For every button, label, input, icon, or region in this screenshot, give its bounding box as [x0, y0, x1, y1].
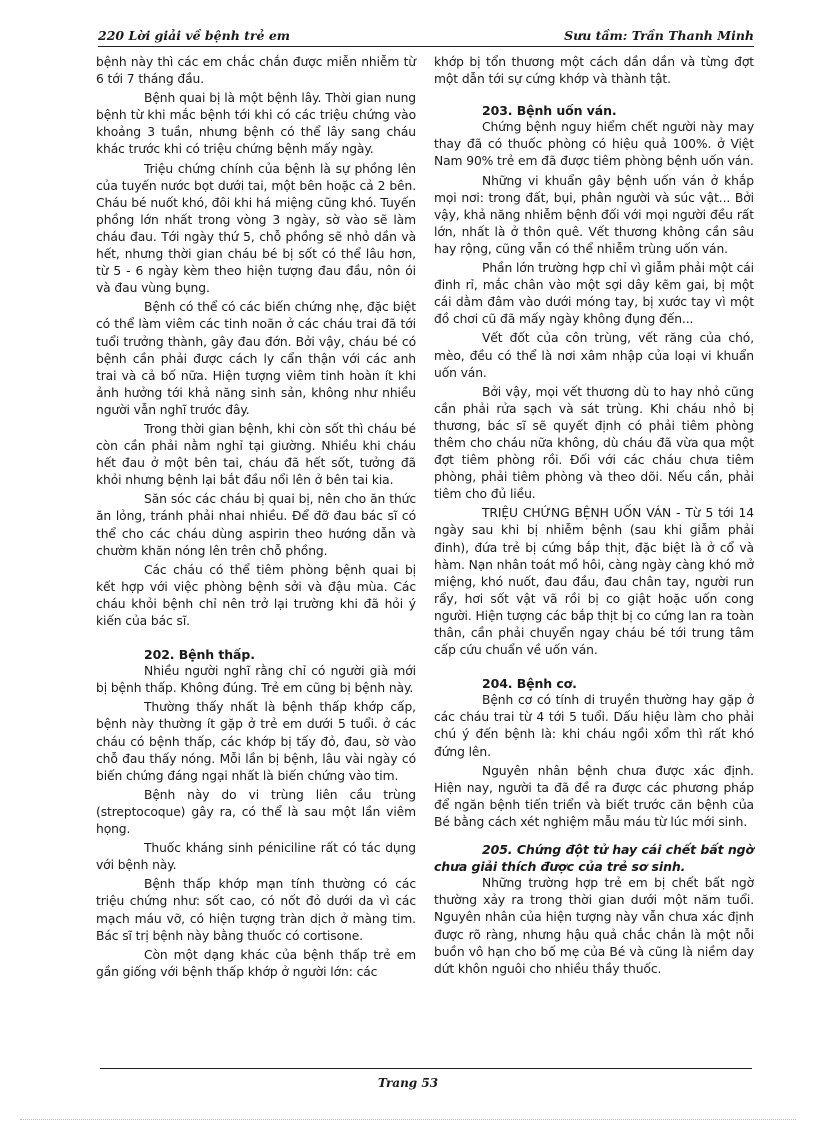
page-header — [98, 26, 754, 47]
paragraph: Triệu chứng chính của bệnh là sự phồng lên của tuyến nước bọt dưới tai, một bên hoặc cả 2 bên. Cháu bé nuốt khó, đôi khi há miệng cũng khó. Tuyến phồng lớn nhất trong vòng 3 ngày, sờ vào sẽ làm cháu đau. Tới ngày thứ 5, chỗ phồng sẽ nhỏ dần và hết, nhưng thời gian cháu bé bị sốt có thể lâu hơn, từ 5 - 6 ngày kèm theo hiện tượng đau đầu, nôn ói và đau vùng bụng. — [96, 161, 416, 296]
page-edge-dots — [20, 1119, 796, 1122]
paragraph: Còn một dạng khác của bệnh thấp trẻ em gần giống với bệnh thấp khớp ở người lớn: các — [96, 947, 416, 979]
paragraph: Những vi khuẩn gây bệnh uốn ván ở khắp mọi nơi: trong đất, bụi, phân người và súc vật... Bởi vậy, khả năng nhiễm bệnh đối với mọi người đều rất lớn, nhất là ở thôn quê. Vết thương không cần sâu hay rộng, cũng vẫn có thể nhiễm trùng uốn ván. — [434, 173, 754, 256]
left-column — [96, 54, 416, 983]
paragraph: Bệnh này do vi trùng liên cầu trùng (streptocoque) gây ra, có thể là sau một lần viêm họng. — [96, 787, 416, 837]
paragraph: Vết đốt của côn trùng, vết răng của chó, mèo, đều có thể là nơi xâm nhập của loại vi khuẩn uốn ván. — [434, 331, 754, 380]
page-number: Trang 53 — [377, 1076, 439, 1090]
paragraph: Bệnh quai bị là một bệnh lây. Thời gian nung bệnh từ khi mắc bệnh tới khi có các triệu chứng vào khoảng 3 tuần, nhưng bệnh có thể lây sang cháu khác trước khi có triệu chứng bệnh mấy ngày. — [96, 91, 416, 157]
section-heading: 203. Bệnh uốn ván. — [482, 103, 617, 119]
paragraph: Bệnh cơ có tính di truyền thường hay gặp ở các cháu trai từ 4 tới 5 tuổi. Dấu hiệu làm cho phải chú ý đến bệnh là: khi cháu ngồi xổm thì rất khó đứng lên. — [434, 693, 754, 759]
paragraph: Săn sóc các cháu bị quai bị, nên cho ăn thức ăn lỏng, tránh phải nhai nhiều. Để đỡ đau bác sĩ có thể cho các cháu dùng aspirin theo hướng dẫn và chườm khăn nóng lên trên chỗ phồng. — [96, 492, 416, 558]
paragraph: khớp bị tổn thương một cách dần dần và từng đợt một dẫn tới sự cứng khớp và thành tật. — [434, 55, 754, 87]
paragraph: TRIỆU CHỨNG BỆNH UỐN VÁN - Từ 5 tới 14 ngày sau khi bị nhiễm bệnh (sau khi giẫm phải đinh), đứa trẻ bị cứng bắp thịt, đặc biệt là ở cổ và hàm. Nạn nhân toát mồ hôi, càng ngày càng khó mở miệng, khó nuốt, đau đầu, đau chân tay, người run rẩy, hơi sốt vật vã rồi bị co giật hoặc uốn cong người. Hiện tượng các bắp thịt bị co cứng lan ra toàn thân, cần phải chuyển ngay cháu bé tới trung tâm cấp cứu chuẩn về uốn ván. — [434, 506, 754, 658]
paragraph: Nhiều người nghĩ rằng chỉ có người già mới bị bệnh thấp. Không đúng. Trẻ em cũng bị bệnh này. — [96, 664, 416, 696]
paragraph: bệnh này thì các em chắc chắn được miễn nhiễm từ 6 tới 7 tháng đầu. — [96, 55, 416, 87]
right-column — [434, 54, 754, 980]
paragraph: Bệnh thấp khớp mạn tính thường có các triệu chứng như: sốt cao, có nốt đỏ dưới da vì các mạch máu vỡ, có hiện tượng tràn dịch ở màng tim. Bác sĩ trị bệnh này bằng thuốc có cortisone. — [96, 877, 416, 943]
section-heading: 205. Chứng đột tử hay cái chết bất ngờ chưa giải thích được của trẻ sơ sinh. — [434, 842, 754, 875]
section-heading: 202. Bệnh thấp. — [144, 647, 255, 663]
footer-divider — [100, 1068, 752, 1069]
book-title: 220 Lời giải về bệnh trẻ em — [98, 28, 290, 43]
paragraph: Những trường hợp trẻ em bị chết bất ngờ thường xảy ra trong thời gian dưới một năm tuổi. Nguyên nhân của hiện tượng này vẫn chưa xác định được rõ ràng, nhưng hậu quả chắc chắn là một nỗi buồn vô hạn cho bố mẹ của Bé và cũng là niềm day dứt khôn nguôi cho nhiều thầy thuốc. — [434, 876, 754, 976]
paragraph: Thuốc kháng sinh péniciline rất có tác dụng với bệnh này. — [96, 841, 416, 873]
paragraph: Trong thời gian bệnh, khi còn sốt thì cháu bé còn cần phải nằm nghỉ tại giường. Nhiều khi cháu hết đau ở một bên tai, cháu đã hết sốt, tưởng đã khỏi nhưng bệnh lại bắt đầu nổi lên ở bên tai kia. — [96, 421, 416, 488]
paragraph: Thường thấy nhất là bệnh thấp khớp cấp, bệnh này thường ít gặp ở trẻ em dưới 5 tuổi. ở các cháu có bệnh thấp, các khớp bị tấy đỏ, đau, sờ vào chỗ đau thấy nóng. Mỗi lần bị bệnh, lâu vài ngày có biến chứng đáng ngại nhất là biến chứng vào tim. — [96, 700, 416, 783]
author-credit: Sưu tầm: Trần Thanh Minh — [564, 28, 754, 43]
paragraph: Các cháu có thể tiêm phòng bệnh quai bị kết hợp với việc phòng bệnh sởi và đậu mùa. Các cháu khỏi bệnh chỉ nên trở lại trường khi đã hỏi ý kiến của bác sĩ. — [96, 562, 416, 628]
section-heading: 204. Bệnh cơ. — [482, 676, 577, 692]
paragraph: Bệnh có thể có các biến chứng nhẹ, đặc biệt có thể làm viêm các tinh noãn ở các cháu trai đã tới tuổi trưởng thành, gây đau đớn. Bởi vậy, cháu bé có bệnh cần phải được cách ly cẩn thận với các anh trai và cả bố nữa. Hiện tượng viêm tinh hoàn ít khi ảnh hưởng tới khả năng sinh sản, không như nhiều người vẫn nghĩ trước đây. — [96, 300, 416, 417]
paragraph: Phần lớn trường hợp chỉ vì giẫm phải một cái đinh rỉ, mắc chân vào một sợi dây kẽm gai, bị một cái dằm đâm vào dưới móng tay, bị xước tay vì một đồ chơi cũ đã mấy ngày không đụng đến... — [434, 261, 754, 327]
paragraph: Chứng bệnh nguy hiểm chết người này may thay đã có thuốc phòng có hiệu quả 100%. ở Việt Nam 90% trẻ em đã được tiêm phòng bệnh uốn ván. — [434, 120, 754, 169]
paragraph: Nguyên nhân bệnh chưa được xác định. Hiện nay, người ta đã đề ra được các phương pháp để ngăn bệnh tiến triển và biết trước căn bệnh của Bé bằng cách xét nghiệm mẫu máu từ lúc mới sinh. — [434, 763, 754, 829]
paragraph: Bởi vậy, mọi vết thương dù to hay nhỏ cũng cần phải rửa sạch và sát trùng. Khi cháu nhỏ bị thương, bác sĩ sẽ quyết định có phải tiêm phòng thêm cho cháu nữa không, dù cháu đã vừa qua một đợt tiêm phòng rồi. Đối với các cháu chưa tiêm phòng, phải tiêm phòng và theo dõi. Nếu cần, phải tiêm cho đủ liều. — [434, 384, 754, 502]
